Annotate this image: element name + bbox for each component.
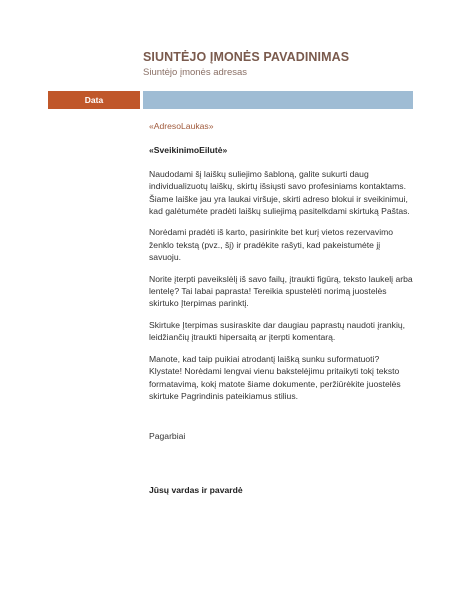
body-paragraph: Norite įterpti paveikslėlį iš savo failų, įtraukti figūrą, teksto laukelį arba lentelę? Tai labai paprasta! Tereikia spustelėti norimą juostelės skirtuko Įterpimas parinktį. bbox=[149, 273, 413, 309]
greeting-line: «SveikinimoEilutė» bbox=[149, 145, 228, 156]
body-paragraph: Naudodami šį laiškų suliejimo šabloną, galite sukurti daug individualizuotų laiškų, skirtų išsiųsti savo profesiniams kontaktams. Šiame laiške jau yra laukai viršuje, skirti adreso blokui ir sveikinimui, kad galėtumėte pradėti laiškų suliejimą pasitelkdami skirtuką Paštas. bbox=[149, 168, 410, 217]
body-paragraph: Skirtuke Įterpimas susiraskite dar daugiau paprastų naudoti įrankių, leidžiančių įtraukti hipersaitą ar įterpti komentarą. bbox=[149, 319, 406, 343]
company-address: Siuntėjo įmonės adresas bbox=[143, 67, 248, 78]
letter-body bbox=[149, 120, 413, 411]
address-field: «AdresoLaukas» bbox=[149, 121, 214, 131]
body-paragraph: Manote, kad taip puikiai atrodantį laišką sunku suformatuoti? Klystate! Norėdami lengvai vienu bakstelėjimu pritaikyti tokį teksto formatavimą, kokį matote šiame dokumente, peržiūrėkite juostelės skirtuke Pagrindinis pateikiamus stilius. bbox=[149, 353, 401, 401]
closing-line: Pagarbiai bbox=[149, 431, 186, 441]
date-band: Data bbox=[48, 91, 140, 109]
header-accent-bar bbox=[143, 91, 413, 109]
company-name: SIUNTĖJO ĮMONĖS PAVADINIMAS bbox=[143, 50, 350, 64]
signature-name: Jūsų vardas ir pavardė bbox=[149, 485, 243, 495]
body-paragraph: Norėdami pradėti iš karto, pasirinkite bet kurį vietos rezervavimo ženklo tekstą (pvz., šį) ir pradėkite rašyti, kad pakeistumėte jį savuoju. bbox=[149, 227, 394, 263]
